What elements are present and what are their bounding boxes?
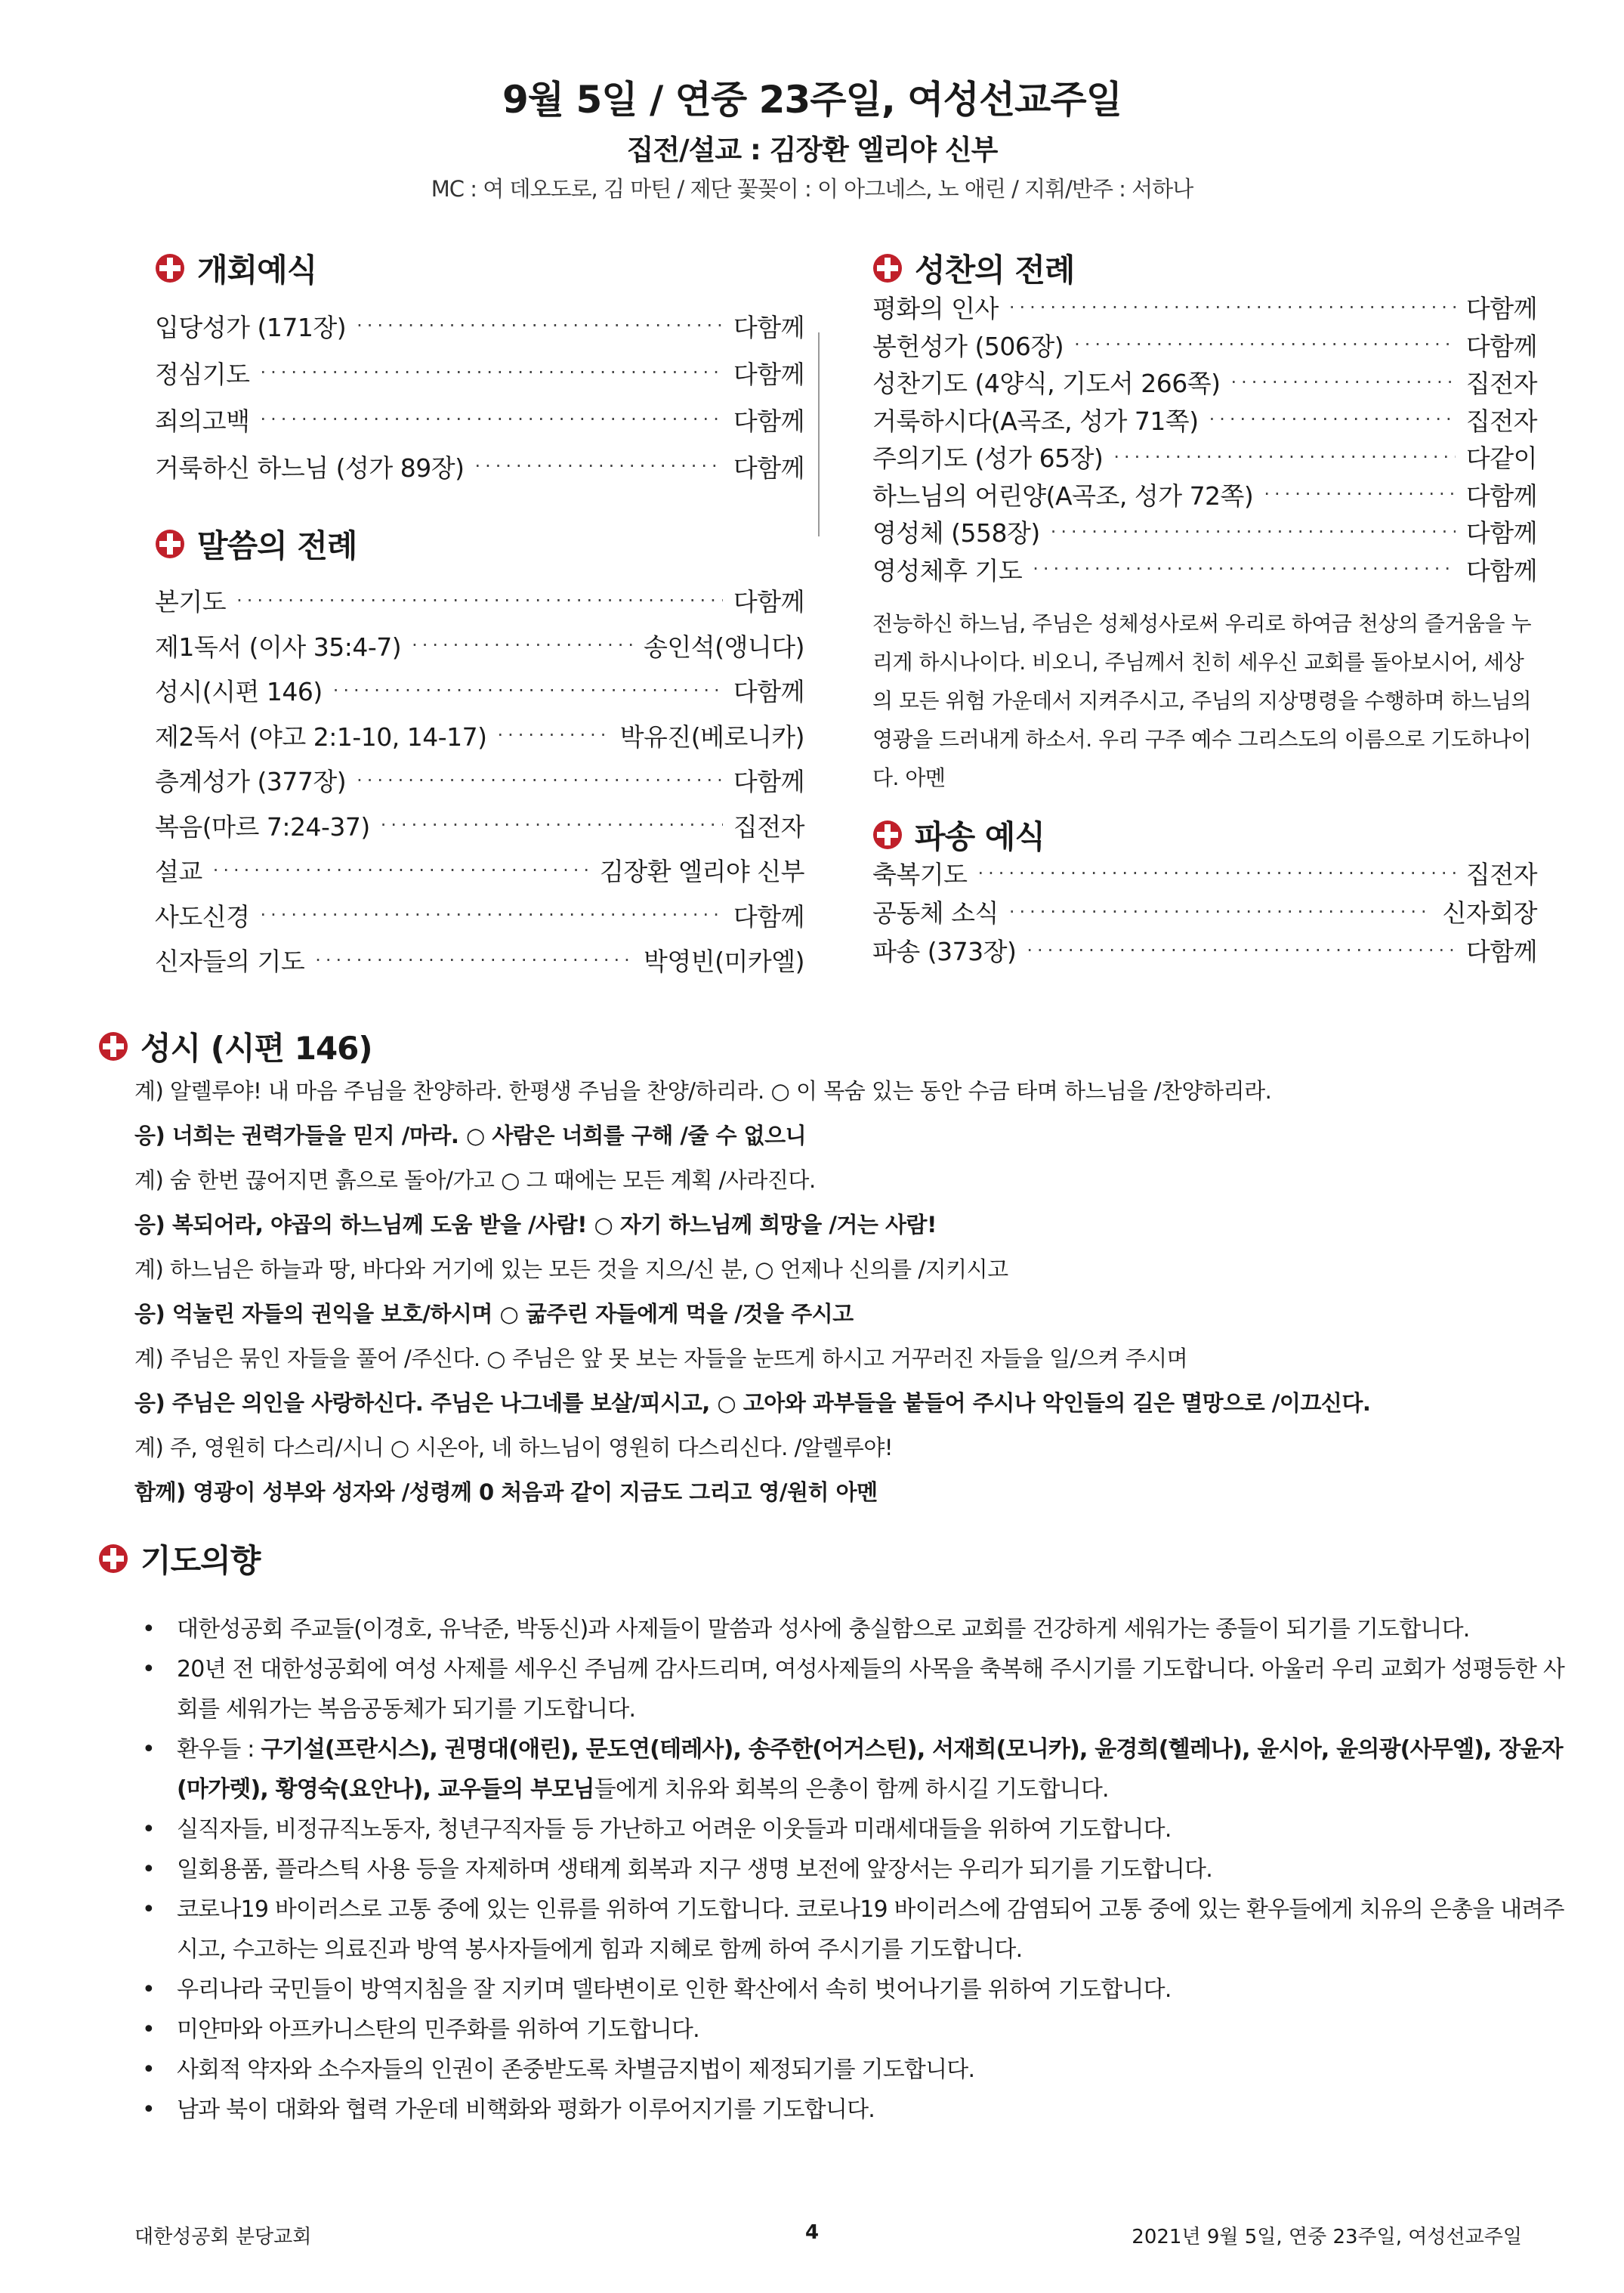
section-heading-eucharist [872, 246, 1074, 291]
dot-leader [498, 725, 610, 746]
dot-leader [1051, 521, 1456, 542]
psalm-line: 계) 알렐루야! 내 마음 주님을 찬양하라. 한평생 주님을 찬양/하리라. ○ 이 목숨 있는 동안 수금 타며 하느님을 /찬양하리라. [134, 1078, 1272, 1104]
service-item-label: 거룩하시다(A곡조, 성가 71쪽) [872, 406, 1199, 436]
bullet-icon: • [142, 2097, 155, 2123]
service-item-performer: 다함께 [1465, 331, 1537, 361]
psalm-line: 계) 하느님은 하늘과 땅, 바다와 거기에 있는 모든 것을 지으/신 분, ○ 언제나 신의를 /지키시고 [134, 1256, 1008, 1282]
service-item-label: 영성체 (558장) [872, 518, 1040, 549]
service-row [155, 668, 804, 713]
dot-leader [1009, 297, 1456, 318]
mc-line: MC : 여 데오도로, 김 마틴 / 제단 꽃꽂이 : 이 아그네스, 노 애린 / 지휘/반주 : 서하나 [431, 176, 1193, 202]
service-item-label: 영성체후 기도 [872, 555, 1023, 586]
cross-icon [98, 1031, 128, 1062]
footer-church-name: 대한성공회 분당교회 [134, 2226, 312, 2248]
service-item-performer: 다함께 [1465, 555, 1537, 586]
section-title: 기도의향 [140, 1542, 261, 1579]
list-item [142, 1649, 1577, 1729]
service-item-label: 신자들의 기도 [155, 947, 305, 977]
service-row [872, 289, 1537, 326]
dot-leader [261, 904, 723, 926]
service-item-performer: 다함께 [733, 677, 804, 707]
psalm-line: 계) 주님은 묶인 자들을 풀어 /주신다. ○ 주님은 앞 못 보는 자들을 눈뜨게 하시고 거꾸러진 자들을 일/으켜 주시며 [134, 1346, 1188, 1371]
patients-intention [177, 1729, 1577, 1809]
dot-leader [357, 315, 723, 336]
service-row [155, 938, 804, 983]
column-divider [818, 332, 820, 536]
bullet-icon: • [142, 2057, 155, 2083]
service-item-performer: 김장환 엘리야 신부 [599, 857, 804, 887]
service-item-label: 제2독서 (야고 2:1-10, 14-17) [155, 722, 487, 752]
service-item-performer: 다함께 [733, 587, 804, 617]
patients-prefix: 환우들 : [177, 1736, 261, 1763]
service-row [155, 848, 804, 893]
footer-date: 2021년 9월 5일, 연중 23주일, 여성선교주일 [1132, 2226, 1522, 2248]
service-item-label: 설교 [155, 857, 202, 887]
service-item-performer: 다함께 [1465, 294, 1537, 324]
service-row [155, 349, 804, 396]
dot-leader [475, 456, 723, 477]
dot-leader [333, 680, 723, 701]
list-item [142, 2010, 1577, 2050]
bullet-icon: • [142, 1616, 155, 1642]
section-title: 개회예식 [197, 252, 317, 289]
service-item-label: 공동체 소식 [872, 898, 999, 928]
eucharist-order [872, 289, 1537, 588]
service-row [872, 513, 1537, 551]
opening-order [155, 302, 804, 490]
psalm-line: 응) 너희는 권력가들을 믿지 /마라. ○ 사람은 너희를 구해 /줄 수 없으니 [134, 1123, 807, 1148]
bullet-icon: • [142, 1816, 155, 1843]
psalm-line: 함께) 영광이 성부와 성자와 /성령께 0 처음과 같이 지금도 그리고 영/원히 아멘 [134, 1479, 878, 1505]
dot-leader [1209, 409, 1456, 430]
service-item-performer: 다같이 [1465, 443, 1537, 474]
section-title: 말씀의 전례 [197, 527, 357, 564]
list-item [142, 2050, 1577, 2090]
service-item-performer: 다함께 [1465, 518, 1537, 549]
service-item-label: 성찬기도 (4양식, 기도서 266쪽) [872, 369, 1221, 399]
officiant-line: 집전/설교 : 김장환 엘리야 신부 [626, 134, 998, 166]
list-item [142, 1729, 1577, 1809]
service-row [872, 363, 1537, 401]
service-item-performer: 다함께 [733, 453, 804, 483]
service-item-performer: 박유진(베로니카) [619, 722, 804, 752]
list-item [142, 1890, 1577, 1970]
section-title: 성찬의 전례 [915, 252, 1075, 289]
intention-text: 20년 전 대한성공회에 여성 사제를 세우신 주님께 감사드리며, 여성사제들의 사목을 축복해 주시기를 기도합니다. 아울러 우리 교회가 성평등한 사회를 세워가는 복음공동체가 되기를 기도합니다. [177, 1656, 1564, 1723]
service-item-label: 축복기도 [872, 860, 968, 889]
service-row [155, 623, 804, 669]
dot-leader [1009, 901, 1432, 922]
bullet-icon: • [142, 1736, 155, 1763]
service-item-label: 거룩하신 하느님 (성가 89장) [155, 453, 465, 483]
prayer-intentions [142, 1609, 1577, 2130]
service-item-label: 본기도 [155, 587, 227, 617]
dismissal-order [872, 854, 1537, 969]
patients-names: 구기설(프란시스), 권명대(애린), 문도연(테레사), 송주한(어거스틴), 서재희(모니카), 윤경희(헬레나), 윤시아, 윤의광(사무엘), 장윤자(마가렛), 황영숙(요안나), 교우들의 부모님 [177, 1736, 1563, 1803]
service-row [872, 326, 1537, 364]
service-item-label: 봉헌성가 (506장) [872, 331, 1064, 361]
intention-text: 미얀마와 아프카니스탄의 민주화를 위하여 기도합니다. [177, 2016, 699, 2043]
post-communion-prayer: 전능하신 하느님, 주님은 성체성사로써 우리로 하여금 천상의 즐거움을 누리게 하시나이다. 비오니, 주님께서 친히 세우신 교회를 돌아보시어, 세상의 모든 위험 가운데서 지켜주시고, 주님의 지상명령을 수행하며 하느님의 영광을 드러내게 하소서. 우리 구주 예수 그리스도의 이름으로 기도하나이다. 아멘 [872, 611, 1532, 790]
cross-icon [872, 253, 903, 283]
dot-leader [1230, 372, 1455, 393]
intention-text: 우리나라 국민들이 방역지침을 잘 지키며 델타변이로 인한 확산에서 속히 벗어나기를 위하여 기도합니다. [177, 1976, 1172, 2003]
service-item-label: 죄의고백 [155, 406, 250, 436]
service-row [872, 854, 1537, 892]
list-item [142, 1609, 1577, 1649]
dot-leader [1033, 558, 1456, 579]
service-item-performer: 다함께 [733, 312, 804, 342]
bullet-icon: • [142, 1656, 155, 1683]
section-title: 성시 (시편 146) [140, 1030, 372, 1067]
service-item-performer: 송인석(앵니다) [643, 632, 804, 662]
service-item-performer: 다함께 [733, 767, 804, 797]
dot-leader [978, 863, 1456, 884]
service-item-label: 사도신경 [155, 901, 250, 932]
bullet-icon: • [142, 1896, 155, 1923]
dot-leader [261, 362, 723, 383]
service-row [155, 713, 804, 759]
service-item-label: 층계성가 (377장) [155, 767, 347, 797]
intention-text: 대한성공회 주교들(이경호, 유낙준, 박동신)과 사제들이 말씀과 성사에 충실함으로 교회를 건강하게 세워가는 종들이 되기를 기도합니다. [177, 1616, 1470, 1642]
service-row [155, 803, 804, 848]
dot-leader [236, 590, 723, 611]
dot-leader [357, 770, 723, 791]
section-title: 파송 예식 [915, 818, 1045, 855]
dot-leader [381, 814, 723, 836]
bullet-icon: • [142, 1856, 155, 1883]
dot-leader [1027, 940, 1455, 961]
service-item-performer: 박영빈(미카엘) [643, 947, 804, 977]
service-row [872, 401, 1537, 439]
list-item [142, 1970, 1577, 2010]
service-row [872, 476, 1537, 514]
service-row [155, 758, 804, 803]
cross-icon [98, 1544, 128, 1574]
dot-leader [1113, 447, 1455, 468]
service-item-label: 제1독서 (이사 35:4-7) [155, 632, 402, 662]
list-item [142, 2090, 1577, 2130]
patients-suffix: 들에게 치유와 회복의 은총이 함께 하시길 기도합니다. [594, 1776, 1109, 1803]
dot-leader [412, 635, 633, 656]
psalm-line: 계) 주, 영원히 다스리/시니 ○ 시온아, 네 하느님이 영원히 다스리신다. /알렐루야! [134, 1435, 894, 1460]
service-item-performer: 집전자 [733, 811, 804, 842]
service-row [872, 551, 1537, 589]
psalm-line: 응) 복되어라, 야곱의 하느님께 도움 받을 /사람! ○ 자기 하느님께 희망을 /거는 사람! [134, 1212, 937, 1238]
service-item-performer: 집전자 [1465, 406, 1537, 436]
section-heading-word [155, 521, 357, 567]
section-heading-dismissal [872, 812, 1045, 858]
bullet-icon: • [142, 2016, 155, 2043]
service-item-performer: 집전자 [1465, 860, 1537, 889]
service-item-performer: 다함께 [733, 359, 804, 389]
service-item-performer: 집전자 [1465, 369, 1537, 399]
psalm-line: 응) 주님은 의인을 사랑하신다. 주님은 나그네를 보살/피시고, ○ 고아와 과부들을 붙들어 주시나 악인들의 길은 멸망으로 /이끄신다. [134, 1390, 1371, 1416]
intention-text: 남과 북이 대화와 협력 가운데 비핵화와 평화가 이루어지기를 기도합니다. [177, 2097, 875, 2123]
service-item-performer: 다함께 [733, 406, 804, 436]
cross-icon [872, 820, 903, 850]
intention-text: 일회용품, 플라스틱 사용 등을 자제하며 생태계 회복과 지구 생명 보전에 앞장서는 우리가 되기를 기도합니다. [177, 1856, 1212, 1883]
psalm-line: 계) 숨 한번 끊어지면 흙으로 돌아/가고 ○ 그 때에는 모든 계획 /사라진다. [134, 1167, 816, 1193]
cross-icon [155, 529, 185, 559]
service-item-label: 파송 (373장) [872, 937, 1017, 966]
list-item [142, 1809, 1577, 1850]
service-item-label: 하느님의 어린양(A곡조, 성가 72쪽) [872, 481, 1254, 511]
service-item-performer: 신자회장 [1442, 898, 1537, 928]
service-row [872, 931, 1537, 969]
dot-leader [1264, 484, 1456, 505]
service-item-performer: 다함께 [733, 901, 804, 932]
dot-leader [261, 409, 723, 430]
service-row [155, 302, 804, 349]
service-item-label: 평화의 인사 [872, 294, 999, 324]
section-heading-opening [155, 246, 316, 291]
intention-text: 코로나19 바이러스로 고통 중에 있는 인류를 위하여 기도합니다. 코로나19 바이러스에 감염되어 고통 중에 있는 환우들에게 치유의 은총을 내려주시고, 수고하는 의료진과 방역 봉사자들에게 힘과 지혜로 함께 하여 주시기를 기도합니다. [177, 1896, 1564, 1963]
cross-icon [155, 253, 185, 283]
service-item-label: 성시(시편 146) [155, 677, 323, 707]
list-item [142, 1850, 1577, 1890]
service-row [155, 443, 804, 490]
service-item-performer: 다함께 [1465, 481, 1537, 511]
dot-leader [1074, 334, 1456, 355]
dot-leader [315, 950, 633, 971]
page-number: 4 [804, 2221, 820, 2244]
psalm-line: 응) 억눌린 자들의 권익을 보호/하시며 ○ 굶주린 자들에게 먹을 /것을 주시고 [134, 1301, 854, 1327]
bullet-icon: • [142, 1976, 155, 2003]
service-item-label: 주의기도 (성가 65장) [872, 443, 1104, 474]
section-heading-intentions [98, 1536, 260, 1581]
section-heading-psalm [98, 1024, 372, 1069]
intention-text: 실직자들, 비정규직노동자, 청년구직자들 등 가난하고 어려운 이웃들과 미래세대들을 위하여 기도합니다. [177, 1816, 1172, 1843]
service-item-label: 복음(마르 7:24-37) [155, 811, 370, 842]
service-row [872, 438, 1537, 476]
service-item-label: 입당성가 (171장) [155, 312, 347, 342]
service-item-label: 정심기도 [155, 359, 250, 389]
service-row [155, 578, 804, 623]
service-row [872, 892, 1537, 931]
word-order [155, 578, 804, 983]
page-title: 9월 5일 / 연중 23주일, 여성선교주일 [502, 78, 1122, 122]
intention-text: 사회적 약자와 소수자들의 인권이 존중받도록 차별금지법이 제정되기를 기도합니다. [177, 2057, 975, 2083]
service-row [155, 396, 804, 443]
service-item-performer: 다함께 [1465, 937, 1537, 966]
service-row [155, 893, 804, 938]
psalm-text [134, 1069, 1570, 1515]
dot-leader [213, 860, 589, 881]
